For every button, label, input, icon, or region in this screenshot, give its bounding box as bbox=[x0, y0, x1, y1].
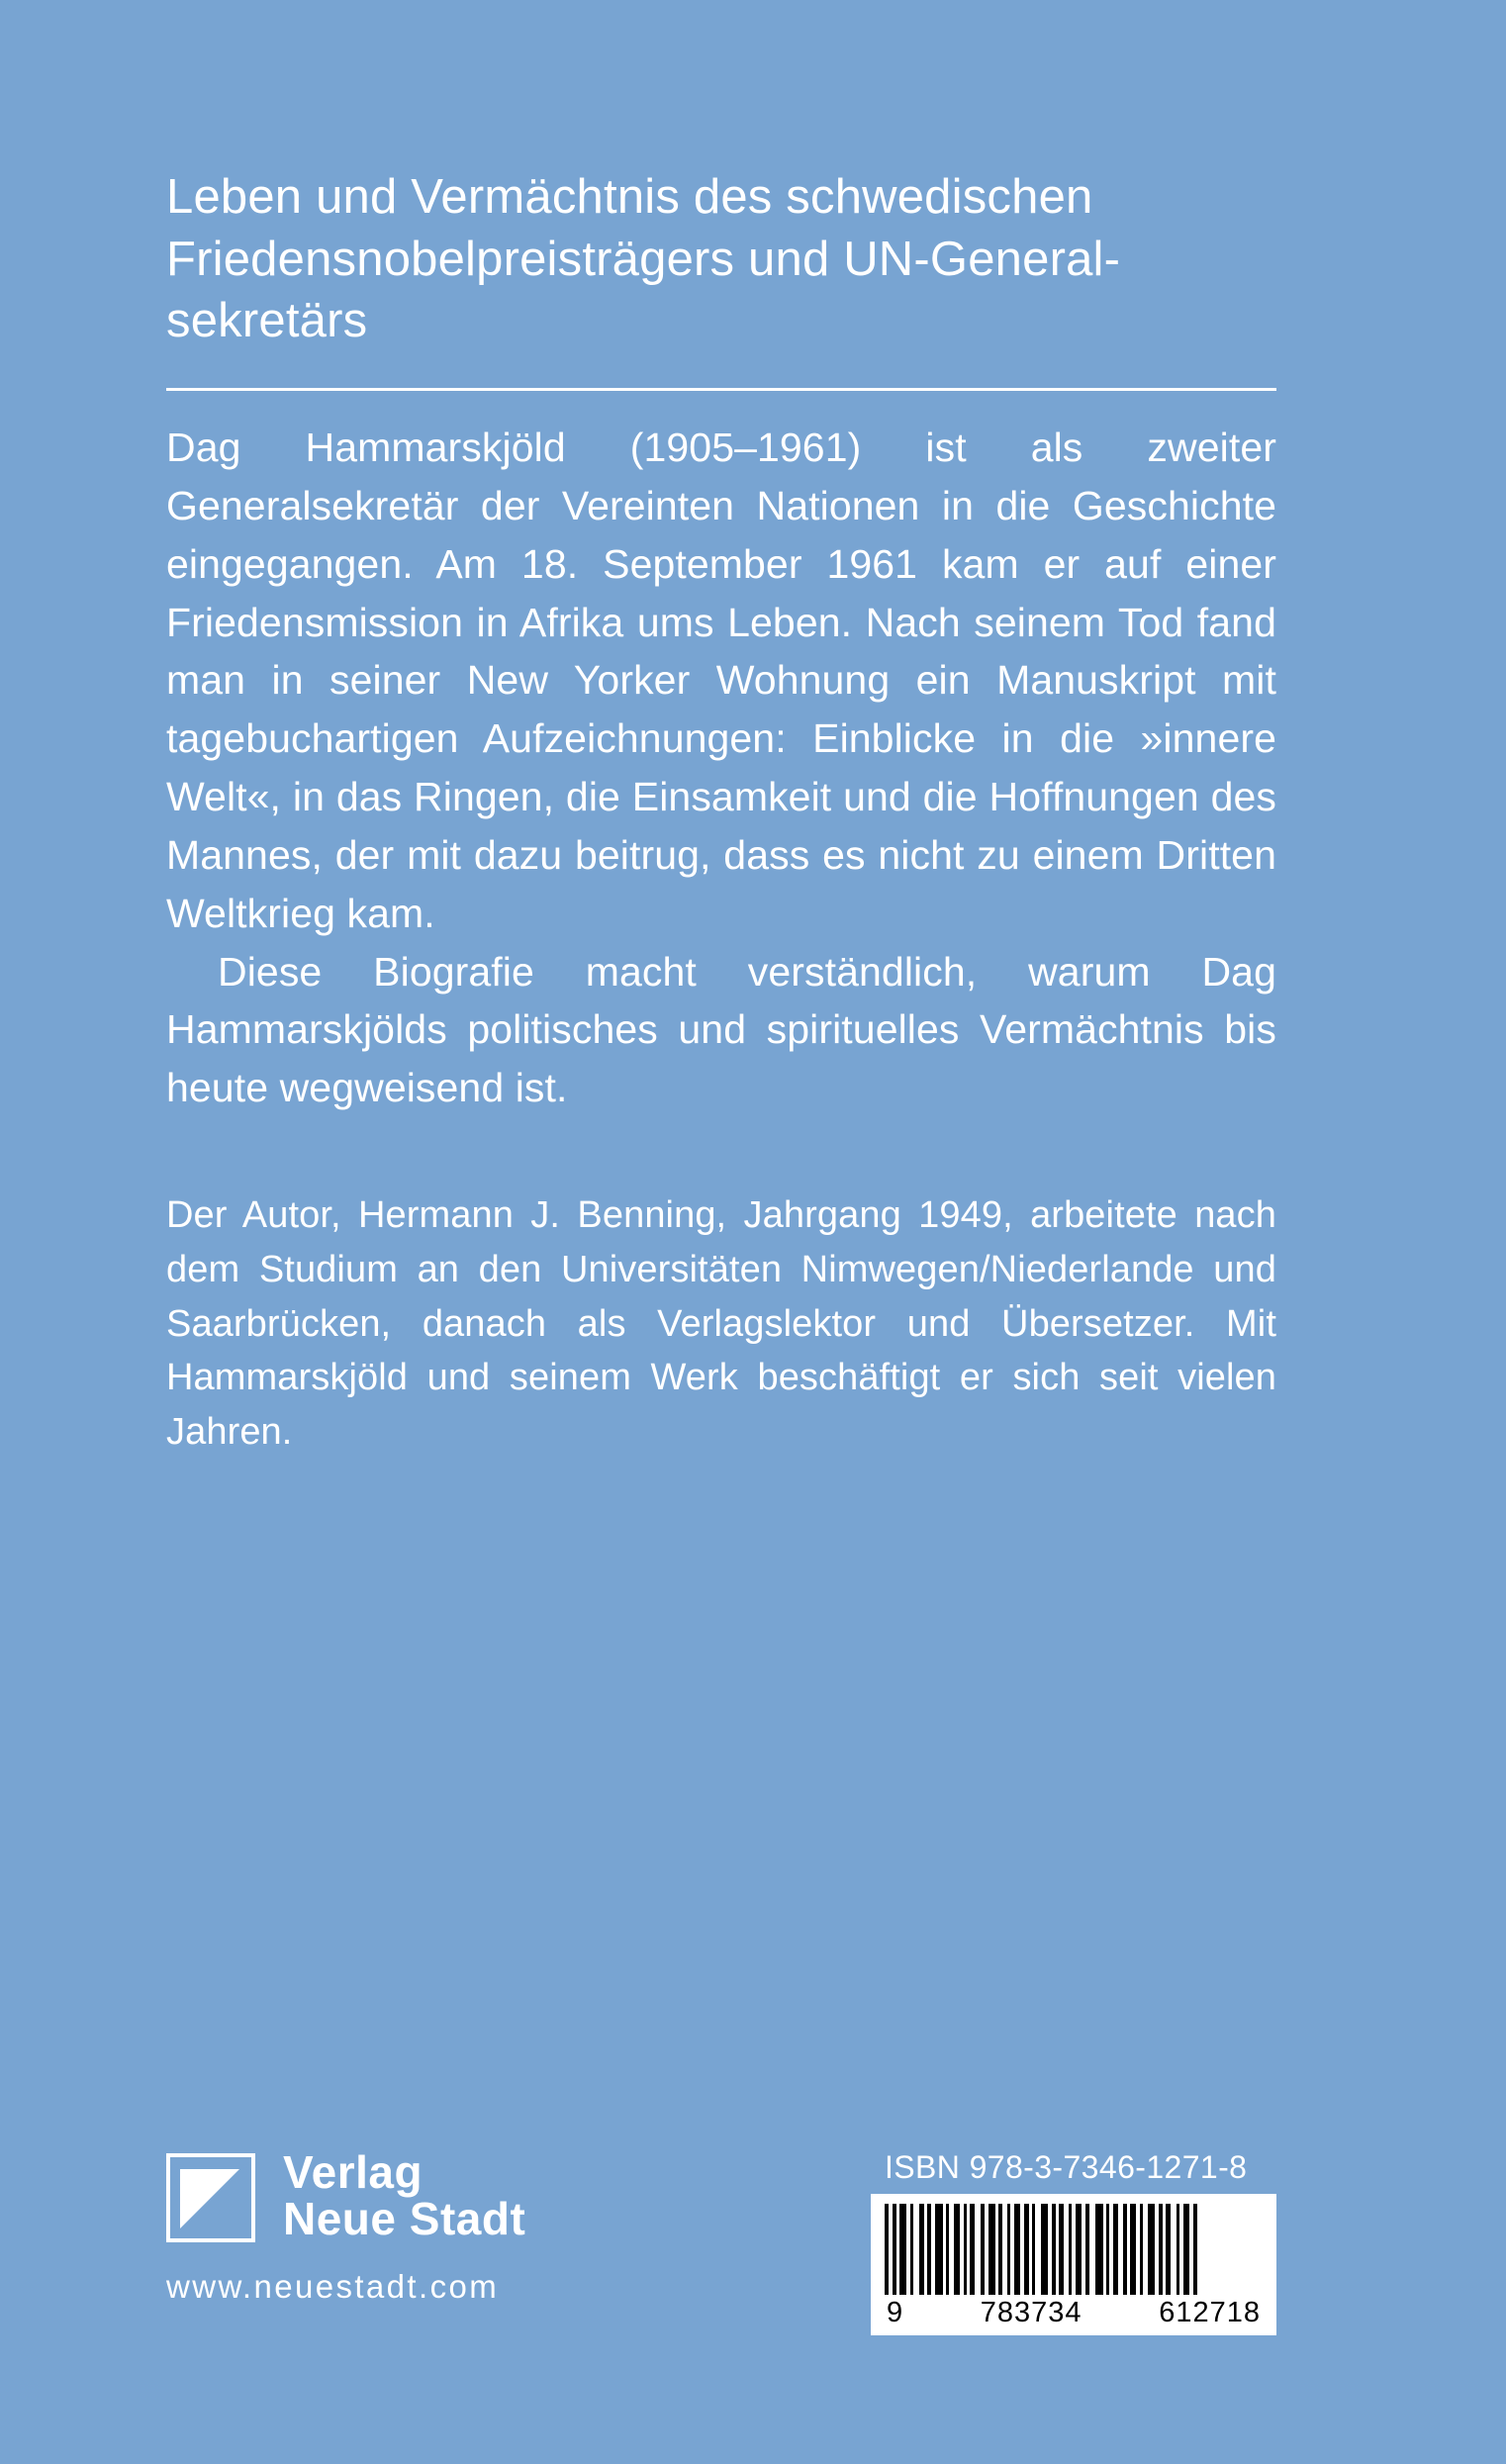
author-note-text: Der Autor, Hermann J. Benning, Jahrgang 1949, arbeitete nach dem Studium an den Universitäten Nimwegen/Niederlande und Saarbrücken, danach als Verlagslektor und Übersetzer. Mit Hammarskjöld und seinem Werk beschäftigt er sich seit vielen Jahren. bbox=[166, 1194, 1276, 1453]
divider-rule bbox=[166, 388, 1276, 391]
barcode-bars bbox=[885, 2204, 1263, 2295]
headline-line-2: Friedensnobelpreisträgers und UN-General- bbox=[166, 232, 1121, 286]
publisher-logo-icon bbox=[166, 2153, 261, 2248]
publisher-logo-block bbox=[166, 2146, 641, 2306]
blurb-paragraph-2: Diese Biografie macht verständlich, warum Dag Hammarskjölds politisches und spirituelles Vermächtnis bis heute wegweisend ist. bbox=[166, 948, 1276, 1111]
isbn-block bbox=[871, 2149, 1276, 2335]
headline-line-3: sekretärs bbox=[166, 294, 368, 348]
blurb-paragraph-1: Dag Hammarskjöld (1905–1961) ist als zweiter Generalsekretär der Vereinten Nationen in die Geschichte eingegangen. Am 18. September 1961 kam er auf einer Friedensmission in Afrika ums Leben. Nach seinem Tod fand man in seiner New Yorker Wohnung ein Manuskript mit tagebuchartigen Aufzeichnungen: Einblicke in die »innere Welt«, in das Ringen, die Einsamkeit und die Hoffnungen des Mannes, der mit dazu beitrug, dass es nicht zu einem Dritten Weltkrieg kam. bbox=[166, 425, 1276, 936]
headline-line-1: Leben und Vermächtnis des schwedischen bbox=[166, 170, 1093, 224]
publisher-website: www.neuestadt.com bbox=[166, 2268, 500, 2305]
publisher-logo-wordmark bbox=[283, 2146, 526, 2244]
publisher-name-line-1: Verlag bbox=[283, 2146, 424, 2198]
isbn-label: ISBN 978-3-7346-1271-8 bbox=[885, 2149, 1248, 2185]
blurb bbox=[166, 419, 1276, 1117]
headline bbox=[166, 166, 1276, 352]
publisher-name-line-2: Neue Stadt bbox=[283, 2192, 526, 2244]
ean-barcode bbox=[871, 2194, 1276, 2335]
barcode-digits bbox=[885, 2295, 1263, 2329]
cover-text-column bbox=[166, 0, 1276, 1460]
barcode-digit-right: 612718 bbox=[1159, 2297, 1261, 2328]
barcode-digit-mid: 783734 bbox=[980, 2297, 1082, 2328]
author-note bbox=[166, 1188, 1276, 1460]
cover-footer bbox=[166, 2146, 1276, 2328]
barcode-digit-left: 9 bbox=[887, 2297, 904, 2328]
